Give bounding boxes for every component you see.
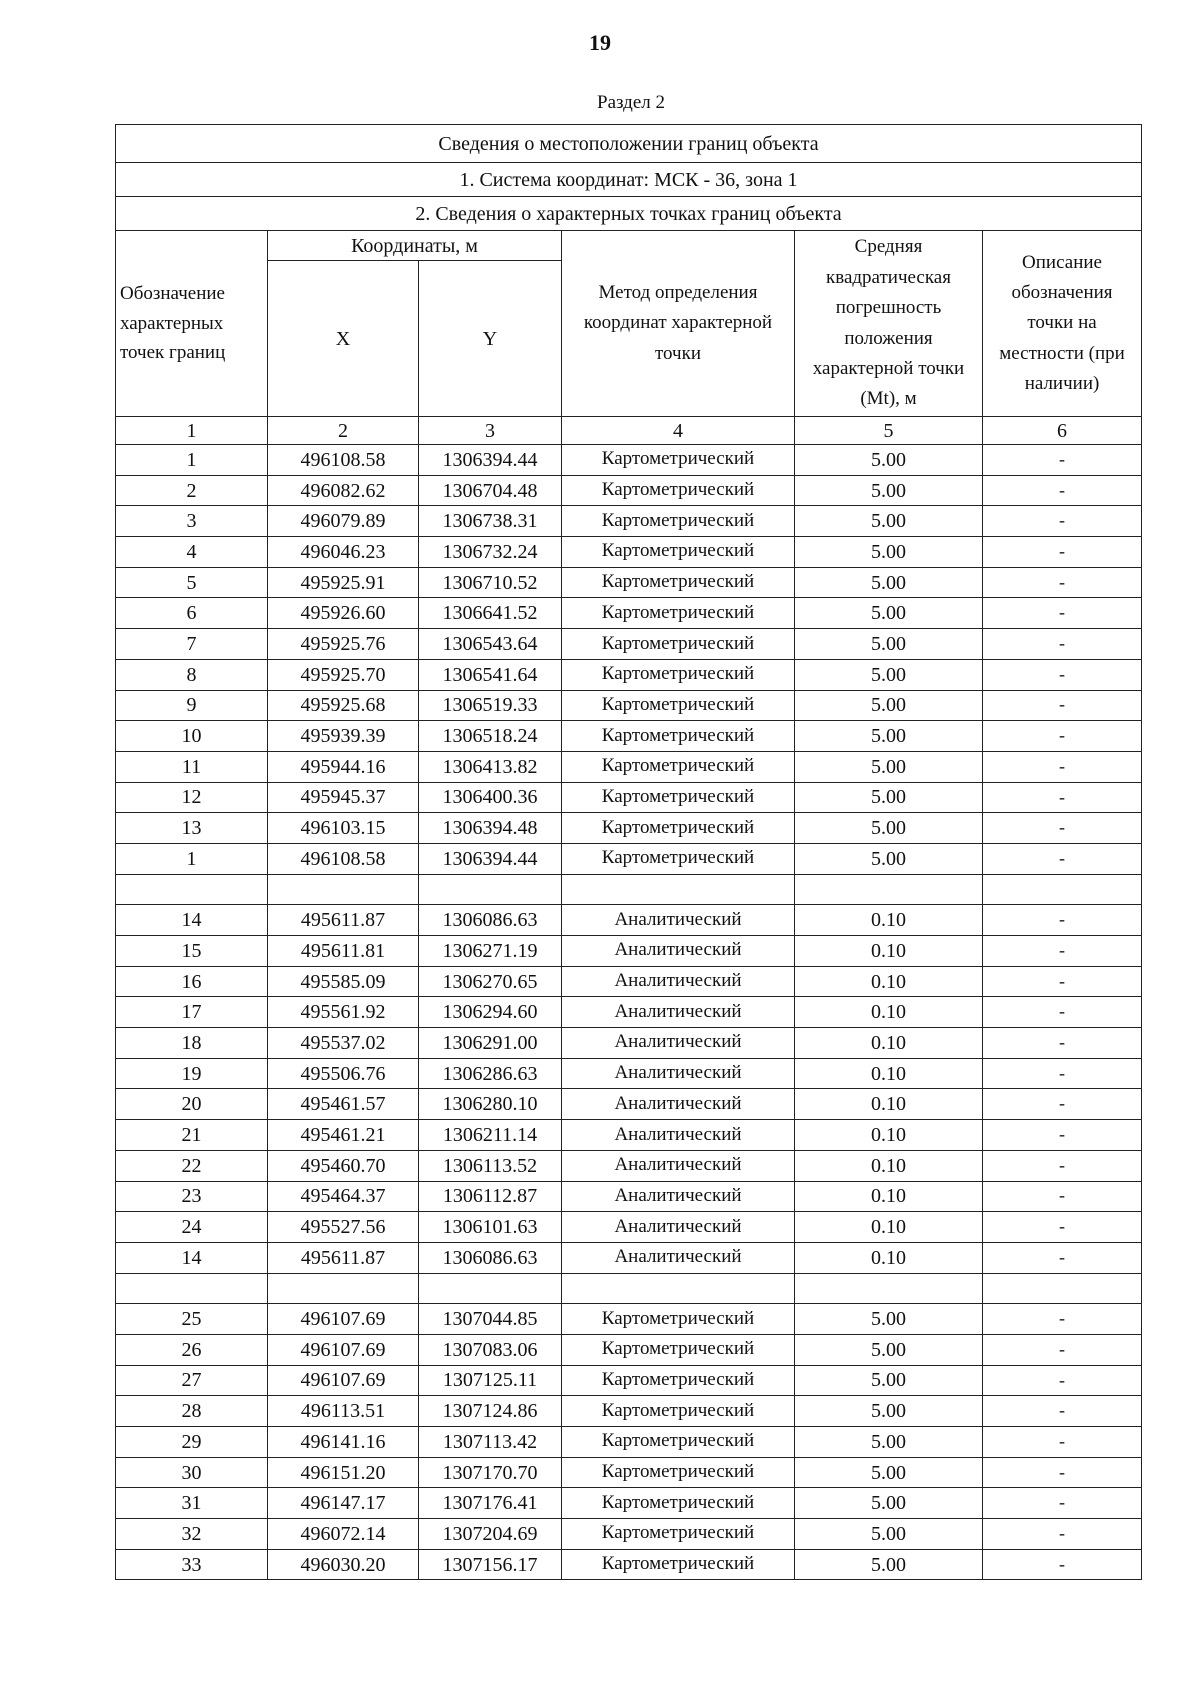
error-cell: 0.10 xyxy=(795,1242,983,1273)
method-cell: Картометрический xyxy=(562,1488,795,1519)
error-cell: 5.00 xyxy=(795,1488,983,1519)
column-number: 2 xyxy=(268,417,419,445)
description-cell: - xyxy=(983,1457,1142,1488)
table-row xyxy=(116,874,1142,905)
x-coordinate-cell: 495585.09 xyxy=(268,966,419,997)
y-coordinate-cell: 1306710.52 xyxy=(419,567,562,598)
error-cell: 5.00 xyxy=(795,1549,983,1580)
method-cell: Картометрический xyxy=(562,813,795,844)
x-coordinate-cell: 495611.87 xyxy=(268,1242,419,1273)
x-coordinate-cell: 495945.37 xyxy=(268,782,419,813)
description-cell: - xyxy=(983,936,1142,967)
x-coordinate-cell: 495611.81 xyxy=(268,936,419,967)
method-cell: Картометрический xyxy=(562,843,795,874)
method-cell: Аналитический xyxy=(562,1028,795,1059)
method-cell: Аналитический xyxy=(562,966,795,997)
method-cell: Картометрический xyxy=(562,1396,795,1427)
x-coordinate-cell xyxy=(268,874,419,905)
x-coordinate-cell: 495460.70 xyxy=(268,1150,419,1181)
point-id-cell: 12 xyxy=(116,782,268,813)
point-id-cell: 4 xyxy=(116,537,268,568)
point-id-cell: 32 xyxy=(116,1519,268,1550)
table-title: Сведения о местоположении границ объекта xyxy=(116,125,1142,163)
y-coordinate-cell: 1306286.63 xyxy=(419,1058,562,1089)
description-cell: - xyxy=(983,659,1142,690)
table-row xyxy=(116,1488,1142,1519)
x-coordinate-cell: 495527.56 xyxy=(268,1212,419,1243)
method-cell: Картометрический xyxy=(562,475,795,506)
description-cell: - xyxy=(983,1150,1142,1181)
error-cell: 5.00 xyxy=(795,1304,983,1335)
table-row xyxy=(116,506,1142,537)
error-cell: 0.10 xyxy=(795,1150,983,1181)
error-cell: 0.10 xyxy=(795,905,983,936)
x-coordinate-cell: 495461.21 xyxy=(268,1120,419,1151)
point-id-cell: 1 xyxy=(116,843,268,874)
error-cell: 5.00 xyxy=(795,659,983,690)
description-cell: - xyxy=(983,1396,1142,1427)
description-cell: - xyxy=(983,1089,1142,1120)
y-coordinate-cell: 1306413.82 xyxy=(419,751,562,782)
point-id-cell: 18 xyxy=(116,1028,268,1059)
description-cell: - xyxy=(983,1334,1142,1365)
error-cell: 5.00 xyxy=(795,506,983,537)
error-cell xyxy=(795,874,983,905)
description-cell: - xyxy=(983,1120,1142,1151)
point-id-cell: 7 xyxy=(116,629,268,660)
x-coordinate-cell: 496141.16 xyxy=(268,1427,419,1458)
point-id-cell: 6 xyxy=(116,598,268,629)
error-cell: 5.00 xyxy=(795,690,983,721)
section-label: Раздел 2 xyxy=(597,92,665,113)
x-coordinate-cell: 496072.14 xyxy=(268,1519,419,1550)
error-cell: 5.00 xyxy=(795,475,983,506)
y-coordinate-cell: 1306519.33 xyxy=(419,690,562,721)
description-cell: - xyxy=(983,966,1142,997)
method-cell: Картометрический xyxy=(562,598,795,629)
y-coordinate-cell: 1307125.11 xyxy=(419,1365,562,1396)
point-id-cell: 26 xyxy=(116,1334,268,1365)
table-row xyxy=(116,1120,1142,1151)
y-coordinate-cell: 1306211.14 xyxy=(419,1120,562,1151)
error-cell: 5.00 xyxy=(795,1334,983,1365)
header-x: X xyxy=(268,261,419,417)
x-coordinate-cell: 496030.20 xyxy=(268,1549,419,1580)
error-cell: 5.00 xyxy=(795,721,983,752)
description-cell: - xyxy=(983,1519,1142,1550)
x-coordinate-cell: 495537.02 xyxy=(268,1028,419,1059)
description-cell: - xyxy=(983,782,1142,813)
x-coordinate-cell: 495925.68 xyxy=(268,690,419,721)
point-id-cell: 16 xyxy=(116,966,268,997)
description-cell: - xyxy=(983,1212,1142,1243)
method-cell: Картометрический xyxy=(562,537,795,568)
point-id-cell: 15 xyxy=(116,936,268,967)
header-coordinates: Координаты, м xyxy=(268,231,562,261)
error-cell: 5.00 xyxy=(795,598,983,629)
y-coordinate-cell: 1306704.48 xyxy=(419,475,562,506)
column-number: 3 xyxy=(419,417,562,445)
x-coordinate-cell: 496107.69 xyxy=(268,1334,419,1365)
y-coordinate-cell: 1306294.60 xyxy=(419,997,562,1028)
x-coordinate-cell: 496107.69 xyxy=(268,1365,419,1396)
point-id-cell: 14 xyxy=(116,905,268,936)
x-coordinate-cell xyxy=(268,1273,419,1304)
point-id-cell: 2 xyxy=(116,475,268,506)
point-id-cell: 9 xyxy=(116,690,268,721)
error-cell: 0.10 xyxy=(795,1181,983,1212)
description-cell: - xyxy=(983,537,1142,568)
point-id-cell: 13 xyxy=(116,813,268,844)
x-coordinate-cell: 496151.20 xyxy=(268,1457,419,1488)
table-row xyxy=(116,1549,1142,1580)
error-cell: 5.00 xyxy=(795,843,983,874)
method-cell xyxy=(562,874,795,905)
error-cell: 5.00 xyxy=(795,751,983,782)
description-cell: - xyxy=(983,1242,1142,1273)
table-row xyxy=(116,598,1142,629)
error-cell: 0.10 xyxy=(795,1120,983,1151)
y-coordinate-cell: 1307204.69 xyxy=(419,1519,562,1550)
method-cell: Картометрический xyxy=(562,445,795,476)
method-cell: Картометрический xyxy=(562,1334,795,1365)
description-cell: - xyxy=(983,1427,1142,1458)
table-row xyxy=(116,1242,1142,1273)
error-cell: 5.00 xyxy=(795,782,983,813)
x-coordinate-cell: 496079.89 xyxy=(268,506,419,537)
error-cell: 5.00 xyxy=(795,1519,983,1550)
y-coordinate-cell: 1306291.00 xyxy=(419,1028,562,1059)
table-row xyxy=(116,1273,1142,1304)
table-row xyxy=(116,1457,1142,1488)
description-cell: - xyxy=(983,997,1142,1028)
x-coordinate-cell: 495925.70 xyxy=(268,659,419,690)
table-row xyxy=(116,905,1142,936)
y-coordinate-cell: 1307083.06 xyxy=(419,1334,562,1365)
table-row xyxy=(116,721,1142,752)
description-cell: - xyxy=(983,598,1142,629)
table-row xyxy=(116,813,1142,844)
method-cell: Аналитический xyxy=(562,1242,795,1273)
point-id-cell: 27 xyxy=(116,1365,268,1396)
description-cell: - xyxy=(983,721,1142,752)
x-coordinate-cell: 496147.17 xyxy=(268,1488,419,1519)
page-number: 19 xyxy=(589,30,611,55)
table-row xyxy=(116,1304,1142,1335)
method-cell: Аналитический xyxy=(562,1150,795,1181)
error-cell: 5.00 xyxy=(795,813,983,844)
point-id-cell: 10 xyxy=(116,721,268,752)
point-id-cell: 11 xyxy=(116,751,268,782)
error-cell: 0.10 xyxy=(795,997,983,1028)
y-coordinate-cell: 1306641.52 xyxy=(419,598,562,629)
error-cell: 0.10 xyxy=(795,1089,983,1120)
method-cell: Аналитический xyxy=(562,997,795,1028)
method-cell: Картометрический xyxy=(562,567,795,598)
x-coordinate-cell: 496108.58 xyxy=(268,843,419,874)
x-coordinate-cell: 496103.15 xyxy=(268,813,419,844)
method-cell: Картометрический xyxy=(562,1304,795,1335)
y-coordinate-cell: 1306270.65 xyxy=(419,966,562,997)
header-method: Метод определения координат характерной точки xyxy=(562,231,795,417)
method-cell xyxy=(562,1273,795,1304)
y-coordinate-cell: 1306271.19 xyxy=(419,936,562,967)
y-coordinate-cell: 1307124.86 xyxy=(419,1396,562,1427)
description-cell: - xyxy=(983,1028,1142,1059)
method-cell: Картометрический xyxy=(562,629,795,660)
x-coordinate-cell: 495926.60 xyxy=(268,598,419,629)
point-id-cell: 5 xyxy=(116,567,268,598)
table-row xyxy=(116,567,1142,598)
error-cell: 0.10 xyxy=(795,1058,983,1089)
y-coordinate-cell: 1306101.63 xyxy=(419,1212,562,1243)
table-row xyxy=(116,1427,1142,1458)
method-cell: Картометрический xyxy=(562,782,795,813)
y-coordinate-cell: 1306086.63 xyxy=(419,905,562,936)
y-coordinate-cell: 1306394.44 xyxy=(419,445,562,476)
description-cell xyxy=(983,1273,1142,1304)
error-cell: 0.10 xyxy=(795,966,983,997)
x-coordinate-cell: 495611.87 xyxy=(268,905,419,936)
table-row xyxy=(116,1365,1142,1396)
table-row xyxy=(116,1181,1142,1212)
point-id-cell xyxy=(116,1273,268,1304)
boundary-points-table xyxy=(115,124,1142,1580)
description-cell: - xyxy=(983,629,1142,660)
description-cell: - xyxy=(983,813,1142,844)
method-cell: Картометрический xyxy=(562,659,795,690)
y-coordinate-cell: 1306541.64 xyxy=(419,659,562,690)
error-cell: 5.00 xyxy=(795,1396,983,1427)
point-id-cell xyxy=(116,874,268,905)
y-coordinate-cell: 1307170.70 xyxy=(419,1457,562,1488)
x-coordinate-cell: 496108.58 xyxy=(268,445,419,476)
method-cell: Картометрический xyxy=(562,721,795,752)
table-row xyxy=(116,1212,1142,1243)
x-coordinate-cell: 496113.51 xyxy=(268,1396,419,1427)
x-coordinate-cell: 495925.91 xyxy=(268,567,419,598)
table-row xyxy=(116,1058,1142,1089)
y-coordinate-cell: 1306400.36 xyxy=(419,782,562,813)
method-cell: Картометрический xyxy=(562,1519,795,1550)
y-coordinate-cell: 1307156.17 xyxy=(419,1549,562,1580)
x-coordinate-cell: 496107.69 xyxy=(268,1304,419,1335)
point-id-cell: 22 xyxy=(116,1150,268,1181)
method-cell: Картометрический xyxy=(562,506,795,537)
error-cell: 5.00 xyxy=(795,445,983,476)
y-coordinate-cell: 1306732.24 xyxy=(419,537,562,568)
method-cell: Картометрический xyxy=(562,690,795,721)
point-id-cell: 25 xyxy=(116,1304,268,1335)
point-id-cell: 19 xyxy=(116,1058,268,1089)
table-row xyxy=(116,690,1142,721)
column-number: 5 xyxy=(795,417,983,445)
table-row xyxy=(116,1028,1142,1059)
y-coordinate-cell xyxy=(419,874,562,905)
point-id-cell: 30 xyxy=(116,1457,268,1488)
point-id-cell: 24 xyxy=(116,1212,268,1243)
method-cell: Картометрический xyxy=(562,1457,795,1488)
y-coordinate-cell: 1306518.24 xyxy=(419,721,562,752)
y-coordinate-cell: 1306394.48 xyxy=(419,813,562,844)
description-cell: - xyxy=(983,475,1142,506)
point-id-cell: 17 xyxy=(116,997,268,1028)
y-coordinate-cell: 1307113.42 xyxy=(419,1427,562,1458)
coordinate-system-row: 1. Система координат: МСК - 36, зона 1 xyxy=(116,163,1142,197)
table-row xyxy=(116,966,1142,997)
table-row xyxy=(116,445,1142,476)
method-cell: Аналитический xyxy=(562,1089,795,1120)
point-id-cell: 8 xyxy=(116,659,268,690)
point-id-cell: 20 xyxy=(116,1089,268,1120)
x-coordinate-cell: 495461.57 xyxy=(268,1089,419,1120)
point-id-cell: 28 xyxy=(116,1396,268,1427)
table-row xyxy=(116,1150,1142,1181)
description-cell: - xyxy=(983,567,1142,598)
description-cell: - xyxy=(983,1181,1142,1212)
method-cell: Аналитический xyxy=(562,1120,795,1151)
description-cell: - xyxy=(983,506,1142,537)
y-coordinate-cell: 1307176.41 xyxy=(419,1488,562,1519)
description-cell: - xyxy=(983,905,1142,936)
description-cell: - xyxy=(983,1488,1142,1519)
x-coordinate-cell: 495944.16 xyxy=(268,751,419,782)
y-coordinate-cell: 1306280.10 xyxy=(419,1089,562,1120)
table-row xyxy=(116,475,1142,506)
y-coordinate-cell: 1306394.44 xyxy=(419,843,562,874)
point-id-cell: 23 xyxy=(116,1181,268,1212)
point-id-cell: 14 xyxy=(116,1242,268,1273)
y-coordinate-cell: 1307044.85 xyxy=(419,1304,562,1335)
header-error: Средняя квадратическая погрешность положения характерной точки (Mt), м xyxy=(795,231,983,417)
y-coordinate-cell: 1306112.87 xyxy=(419,1181,562,1212)
y-coordinate-cell xyxy=(419,1273,562,1304)
table-row xyxy=(116,1519,1142,1550)
method-cell: Аналитический xyxy=(562,1058,795,1089)
method-cell: Аналитический xyxy=(562,936,795,967)
column-number: 4 xyxy=(562,417,795,445)
point-rows xyxy=(116,445,1142,1580)
method-cell: Картометрический xyxy=(562,1427,795,1458)
error-cell: 5.00 xyxy=(795,1427,983,1458)
method-cell: Картометрический xyxy=(562,1365,795,1396)
method-cell: Аналитический xyxy=(562,1212,795,1243)
error-cell: 0.10 xyxy=(795,1212,983,1243)
x-coordinate-cell: 496082.62 xyxy=(268,475,419,506)
error-cell: 0.10 xyxy=(795,936,983,967)
column-number: 6 xyxy=(983,417,1142,445)
table-row xyxy=(116,843,1142,874)
y-coordinate-cell: 1306086.63 xyxy=(419,1242,562,1273)
description-cell: - xyxy=(983,1058,1142,1089)
description-cell: - xyxy=(983,843,1142,874)
table-row xyxy=(116,659,1142,690)
y-coordinate-cell: 1306738.31 xyxy=(419,506,562,537)
error-cell: 5.00 xyxy=(795,567,983,598)
description-cell xyxy=(983,874,1142,905)
x-coordinate-cell: 495925.76 xyxy=(268,629,419,660)
method-cell: Картометрический xyxy=(562,751,795,782)
table-row xyxy=(116,751,1142,782)
description-cell: - xyxy=(983,1304,1142,1335)
point-id-cell: 1 xyxy=(116,445,268,476)
error-cell: 5.00 xyxy=(795,1365,983,1396)
header-point-designation: Обозначение характерных точек границ xyxy=(116,231,268,417)
method-cell: Аналитический xyxy=(562,1181,795,1212)
description-cell: - xyxy=(983,690,1142,721)
y-coordinate-cell: 1306543.64 xyxy=(419,629,562,660)
description-cell: - xyxy=(983,445,1142,476)
x-coordinate-cell: 495561.92 xyxy=(268,997,419,1028)
point-id-cell: 33 xyxy=(116,1549,268,1580)
x-coordinate-cell: 496046.23 xyxy=(268,537,419,568)
method-cell: Аналитический xyxy=(562,905,795,936)
y-coordinate-cell: 1306113.52 xyxy=(419,1150,562,1181)
error-cell xyxy=(795,1273,983,1304)
table-row xyxy=(116,1334,1142,1365)
error-cell: 5.00 xyxy=(795,629,983,660)
point-id-cell: 3 xyxy=(116,506,268,537)
table-row xyxy=(116,782,1142,813)
table-row xyxy=(116,936,1142,967)
table-row xyxy=(116,629,1142,660)
point-id-cell: 29 xyxy=(116,1427,268,1458)
points-heading-row: 2. Сведения о характерных точках границ объекта xyxy=(116,197,1142,231)
column-number-row xyxy=(116,417,1142,445)
description-cell: - xyxy=(983,1549,1142,1580)
table-row xyxy=(116,1089,1142,1120)
table-row xyxy=(116,1396,1142,1427)
point-id-cell: 21 xyxy=(116,1120,268,1151)
header-description: Описание обозначения точки на местности (при наличии) xyxy=(983,231,1142,417)
description-cell: - xyxy=(983,1365,1142,1396)
x-coordinate-cell: 495939.39 xyxy=(268,721,419,752)
table-row xyxy=(116,997,1142,1028)
x-coordinate-cell: 495506.76 xyxy=(268,1058,419,1089)
description-cell: - xyxy=(983,751,1142,782)
x-coordinate-cell: 495464.37 xyxy=(268,1181,419,1212)
error-cell: 5.00 xyxy=(795,1457,983,1488)
header-y: Y xyxy=(419,261,562,417)
point-id-cell: 31 xyxy=(116,1488,268,1519)
column-number: 1 xyxy=(116,417,268,445)
error-cell: 0.10 xyxy=(795,1028,983,1059)
table-row xyxy=(116,537,1142,568)
method-cell: Картометрический xyxy=(562,1549,795,1580)
error-cell: 5.00 xyxy=(795,537,983,568)
